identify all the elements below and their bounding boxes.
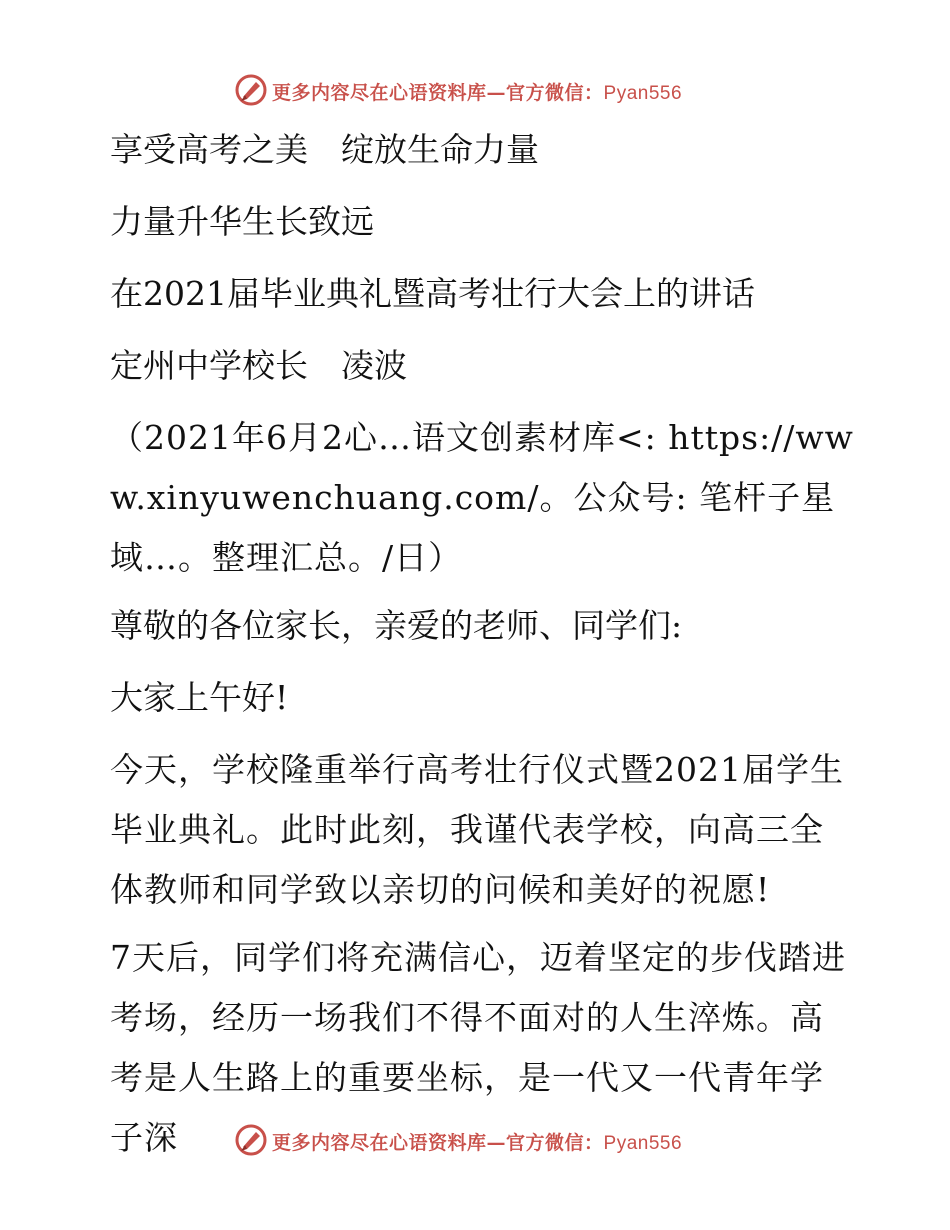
- document-body: [96, 120, 856, 1180]
- logo-icon: [234, 1123, 268, 1157]
- title-line-2: 力量升华生长致远: [110, 202, 374, 241]
- footer-watermark: [0, 1120, 950, 1160]
- author-line: 定州中学校长 凌波: [110, 346, 407, 385]
- watermark-text: 更多内容尽在心语资料库—官方微信：Pyan556: [272, 1132, 683, 1154]
- date-note: （2021年6月2心…语文创素材库<: https://www.xinyuwenchuang.com/。公众号: 笔杆子星域…。整理汇总。/日）: [110, 418, 854, 577]
- title-line-1: 享受高考之美 绽放生命力量: [110, 130, 539, 169]
- header-watermark: [0, 70, 950, 110]
- paragraph-2: 7天后，同学们将充满信心，迈着坚定的步伐踏进考场，经历一场我们不得不面对的人生淬炼。高考是人生路上的重要坐标，是一代又一代青年学子深: [110, 938, 846, 1157]
- greeting: 尊敬的各位家长，亲爱的老师、同学们:: [110, 606, 683, 645]
- wechat-handle: Pyan556: [603, 83, 683, 104]
- watermark-text: 更多内容尽在心语资料库—官方微信：Pyan556: [272, 82, 683, 104]
- hello-line: 大家上午好!: [110, 678, 289, 717]
- paragraph-1: 今天，学校隆重举行高考壮行仪式暨2021届学生毕业典礼。此时此刻，我谨代表学校，向高三全体教师和同学致以亲切的问候和美好的祝愿!: [110, 750, 844, 909]
- wechat-handle: Pyan556: [603, 1133, 683, 1154]
- speech-subtitle: 在2021届毕业典礼暨高考壮行大会上的讲话: [110, 274, 755, 313]
- logo-icon: [234, 73, 268, 107]
